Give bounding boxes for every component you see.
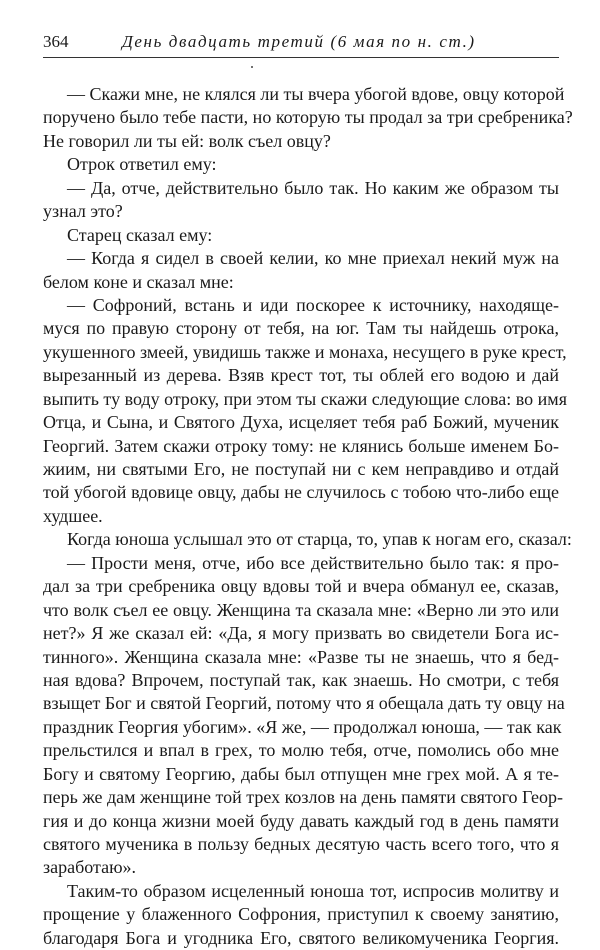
text-line: Не говорил ли ты ей: волк съел овцу? [43,130,331,151]
text-line: прощение у блаженного Софрония, приступил к своему занятию, [43,904,559,925]
text-line: поручено было тебе пасти, но которую ты продал за три сребреника? [43,107,573,128]
print-speck [251,66,253,68]
text-line: выпить ту воду отроку, при этом ты скажи следующие слова: во имя [43,388,567,409]
text-line: вырезанный из дерева. Взяв крест тот, ты облей его водою и дай [43,365,559,386]
text-line: праздник Георгия убогим». «Я же, — продолжал юноша, — так как [43,716,562,737]
text-line: — Прости меня, отче, ибо все действительно было так: я про- [67,552,559,573]
text-line: Отрок ответил ему: [67,154,217,175]
paragraph [43,224,559,247]
text-line: заработаю». [43,857,137,878]
text-line: взыщет Бог и святой Георгий, потому что я обещала дать ту овцу на [43,693,565,714]
text-line: белом коне и сказал мне: [43,271,234,292]
text-line: узнал это? [43,201,123,222]
text-line: укушенного змеей, увидишь также и монаха, несущего в руке крест, [43,341,567,362]
text-line: Старец сказал ему: [67,224,213,245]
paragraph [43,294,567,528]
text-line: нет?» Я же сказал ей: «Да, я могу призвать во свидетели Бога ис- [43,623,559,644]
text-line: жиим, ни святыми Его, не поступай ни с кем неправдиво и отдай [43,459,559,479]
text-line: Когда юноша услышал это от старца, то, упав к ногам его, сказал: [67,529,572,550]
page-header [43,32,559,54]
text-line: Богу и святому Георгию, дабы был отпущен мне грех мой. А я те- [43,763,559,784]
text-line: — Скажи мне, не клялся ли ты вчера убогой вдове, овцу которой [67,84,565,104]
running-title: День двадцать третий (6 мая по н. ст.) [122,32,476,51]
paragraph [43,153,559,176]
header-rule [43,57,559,58]
text-line: что волк съел ее овцу. Женщина та сказала мне: «Верно ли это или [43,599,559,620]
text-line: — Софроний, встань и иди поскорее к источнику, находяще- [67,294,559,315]
paragraph [43,247,559,294]
paragraph [43,880,559,950]
text-line: — Да, отче, действительно было так. Но каким же образом ты [67,177,559,198]
paragraph [43,177,559,224]
text-line: той убогой вдовице овцу, дабы не случилось с тобою что-либо еще [43,482,559,503]
text-line: благодаря Бога и угодника Его, святого великомученика Георгия. [43,927,559,948]
text-line: дал за три сребреника овцу вдовы той и вчера обманул ее, сказав, [43,576,559,597]
book-page [43,0,573,948]
text-line: Георгий. Затем скажи отроку тому: не клянись больше именем Бо- [43,435,559,456]
page-number: 364 [43,32,69,51]
text-line: ная вдова? Впрочем, поступай так, как знаешь. Но смотри, с тебя [43,669,559,690]
text-line: прельстился и впал в грех, то молю тебя, отче, помолись обо мне [43,740,559,761]
text-line: тинного». Женщина сказала мне: «Разве ты не знаешь, что я бед- [43,646,559,667]
text-line: святого мученика в пользу бедных десятую часть всего того, что я [43,834,559,854]
text-line: муся по правую сторону от тебя, на юг. Там ты найдешь отрока, [43,318,559,339]
text-line: гия и до конца жизни моей буду давать каждый год в день памяти [43,810,559,831]
text-line: Отца, и Сына, и Святого Духа, исцеляет тебя раб Божий, мученик [43,412,559,433]
text-line: худшее. [43,505,103,526]
paragraph [43,83,573,153]
paragraph [43,552,565,880]
paragraph [43,528,572,551]
text-line: перь же дам женщине той трех козлов на день памяти святого Геор- [43,787,564,808]
text-line: Таким-то образом исцеленный юноша тот, испросив молитву и [67,880,559,901]
text-line: — Когда я сидел в своей келии, ко мне приехал некий муж на [67,248,559,269]
body-text [43,83,573,950]
